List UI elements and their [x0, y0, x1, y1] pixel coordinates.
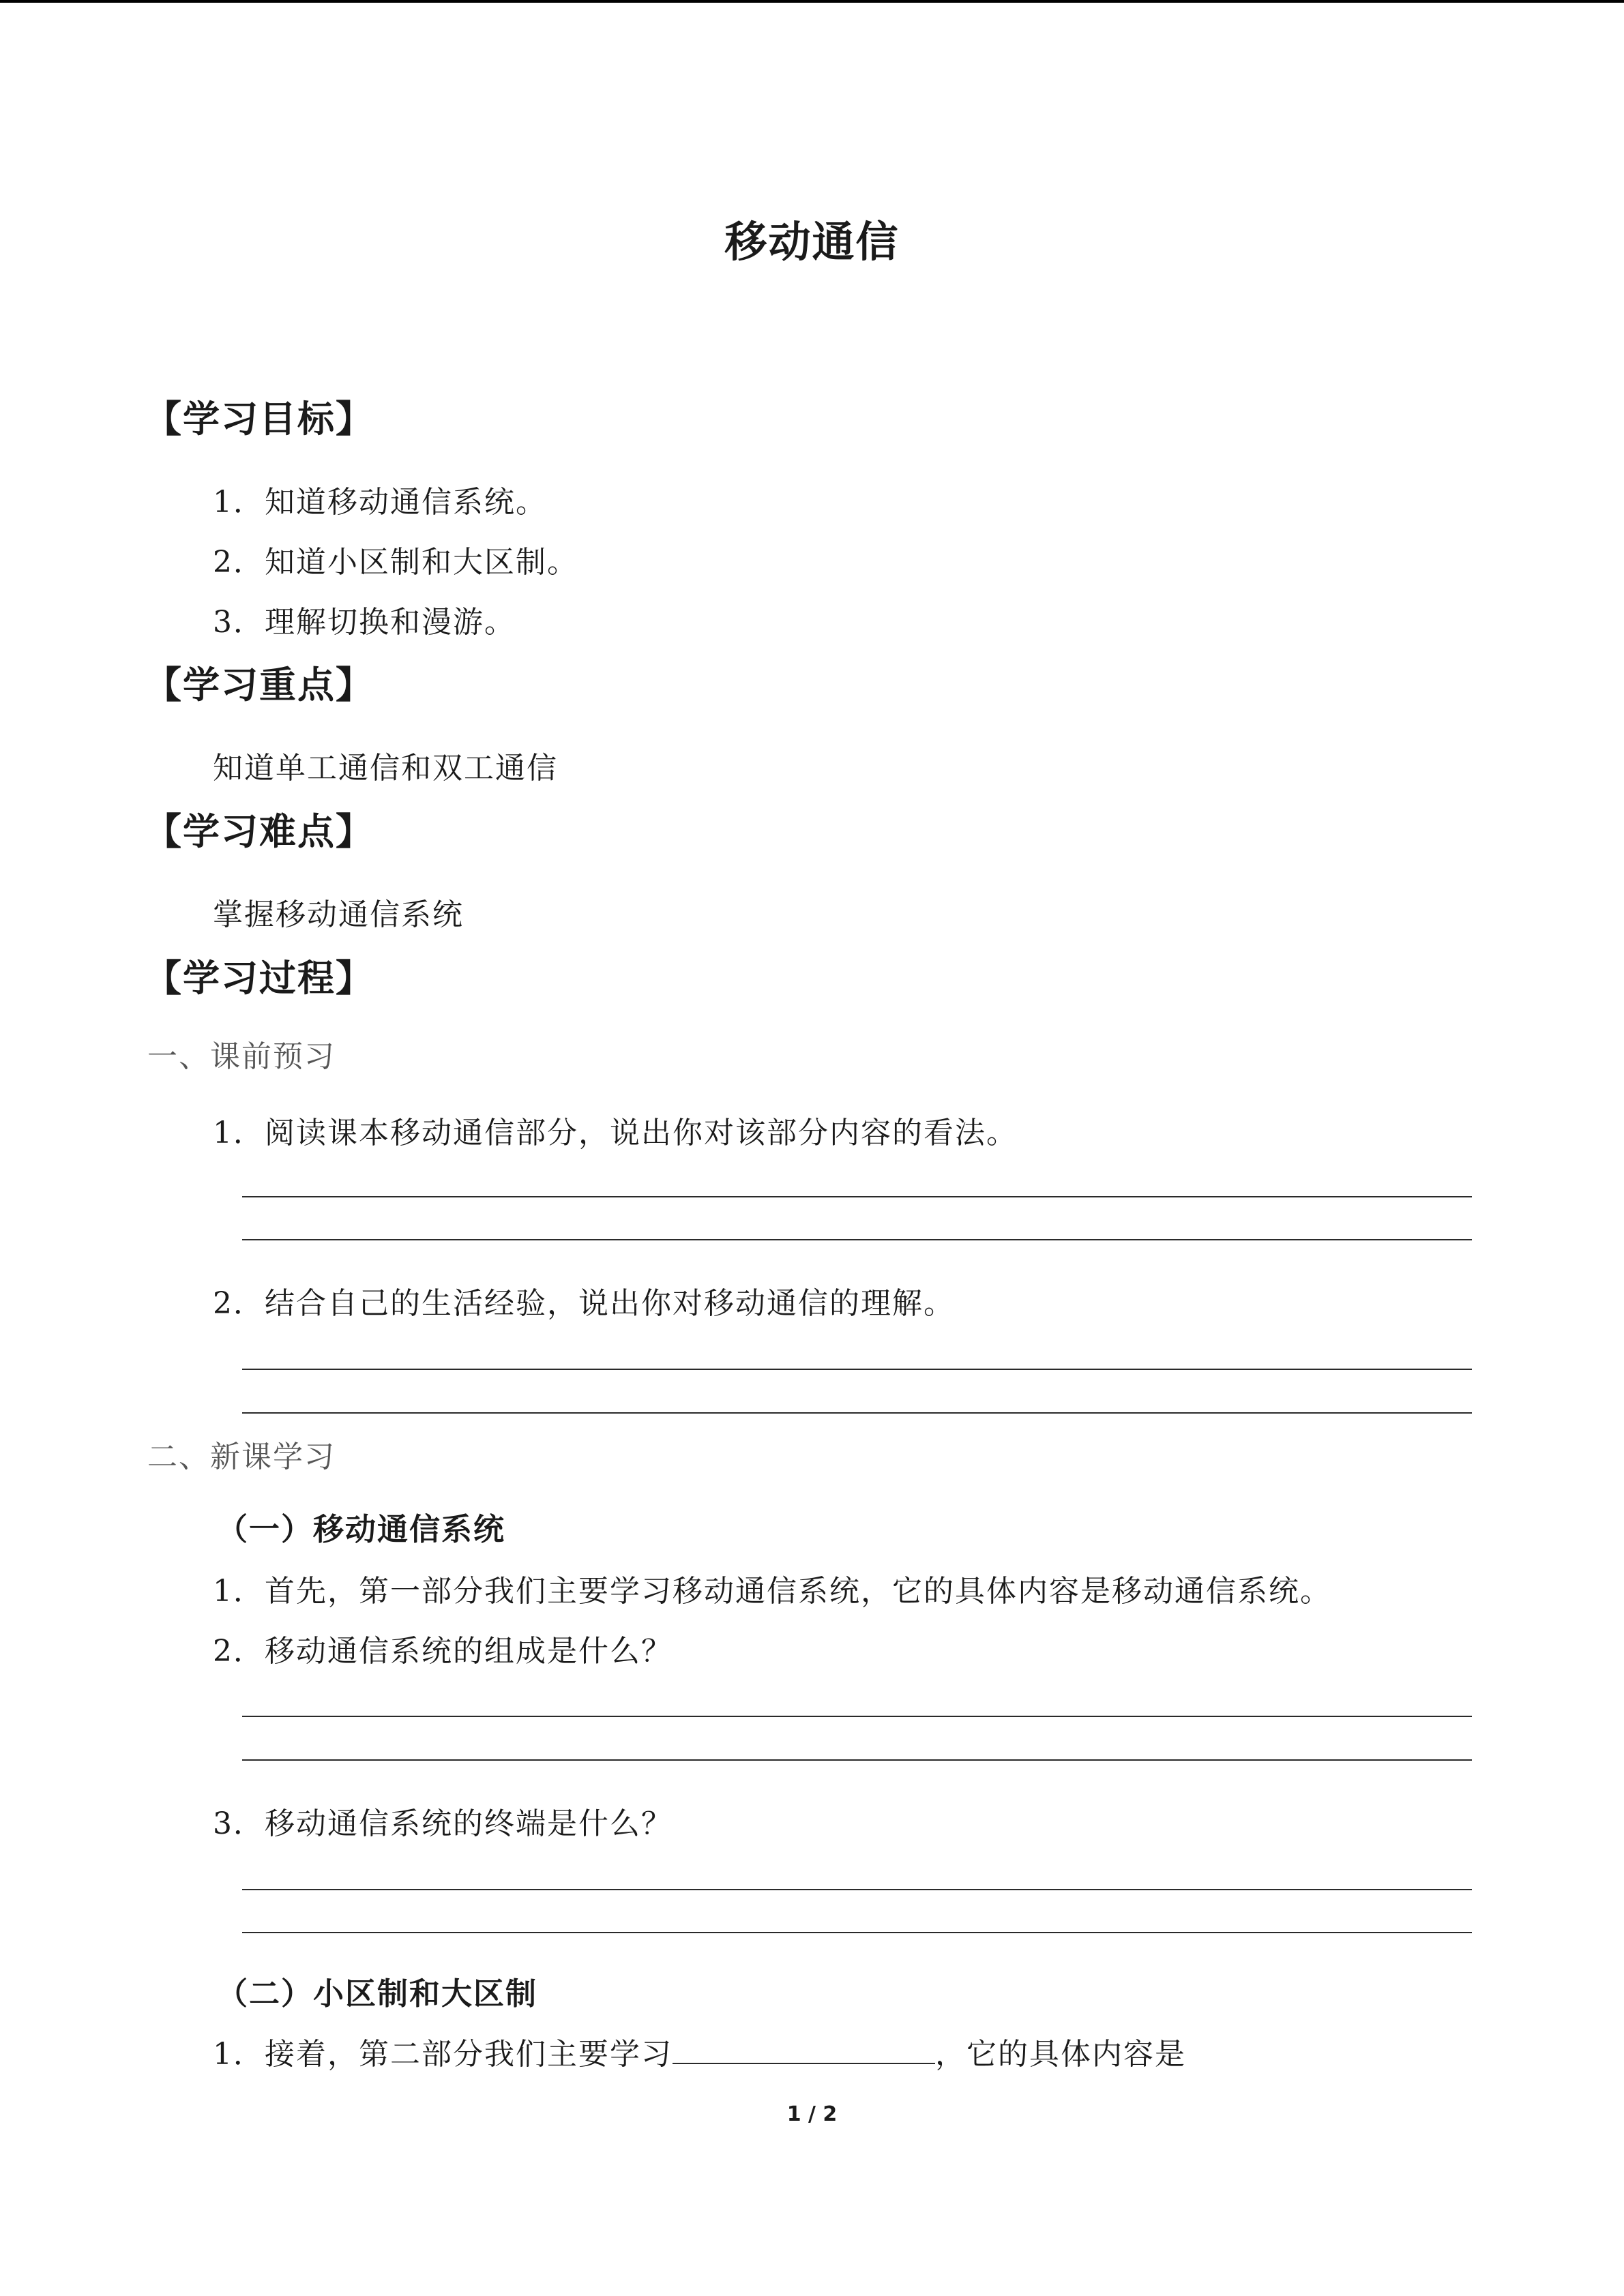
answer-line[interactable] — [242, 1239, 1472, 1240]
part2-item-1-prefix: 1．接着，第二部分我们主要学习 — [213, 2037, 673, 2072]
part2-item-1-suffix: ，它的具体内容是 — [935, 2037, 1186, 2072]
preview-question-1: 1．阅读课本移动通信部分，说出你对该部分内容的看法。 — [213, 1116, 1018, 1150]
part2-item-1 — [213, 2029, 1186, 2073]
answer-line[interactable] — [242, 1412, 1472, 1414]
difficulties-text: 掌握移动通信系统 — [213, 897, 464, 932]
answer-line[interactable] — [242, 1759, 1472, 1761]
objective-item-1: 1．知道移动通信系统。 — [213, 485, 547, 520]
key-points-text: 知道单工通信和双工通信 — [213, 751, 558, 786]
answer-line[interactable] — [242, 1932, 1472, 1933]
process-heading: 【学习过程】 — [145, 957, 374, 1000]
part1-item-1: 1．首先，第一部分我们主要学习移动通信系统，它的具体内容是移动通信系统。 — [213, 1574, 1331, 1609]
answer-line[interactable] — [242, 1196, 1472, 1197]
objectives-heading: 【学习目标】 — [145, 398, 374, 441]
part1-heading: （一）移动通信系统 — [217, 1511, 506, 1547]
preview-question-2: 2．结合自己的生活经验，说出你对移动通信的理解。 — [213, 1286, 955, 1321]
answer-line[interactable] — [242, 1716, 1472, 1717]
answer-line[interactable] — [242, 1369, 1472, 1370]
objective-item-2: 2．知道小区制和大区制。 — [213, 545, 578, 580]
part1-item-3: 3．移动通信系统的终端是什么？ — [213, 1806, 673, 1841]
answer-line[interactable] — [242, 1889, 1472, 1890]
objective-item-3: 3．理解切换和漫游。 — [213, 605, 516, 640]
part1-item-2: 2．移动通信系统的组成是什么？ — [213, 1634, 673, 1669]
difficulties-heading: 【学习难点】 — [145, 810, 374, 853]
page-title: 移动通信 — [724, 217, 900, 267]
preview-heading: 一、课前预习 — [147, 1039, 336, 1074]
key-points-heading: 【学习重点】 — [145, 664, 374, 706]
page-top-border — [0, 0, 1624, 3]
fill-in-blank[interactable] — [673, 2034, 935, 2064]
page-number: 1 / 2 — [786, 2102, 838, 2126]
new-lesson-heading: 二、新课学习 — [147, 1440, 336, 1474]
part2-heading: （二）小区制和大区制 — [217, 1976, 538, 2012]
